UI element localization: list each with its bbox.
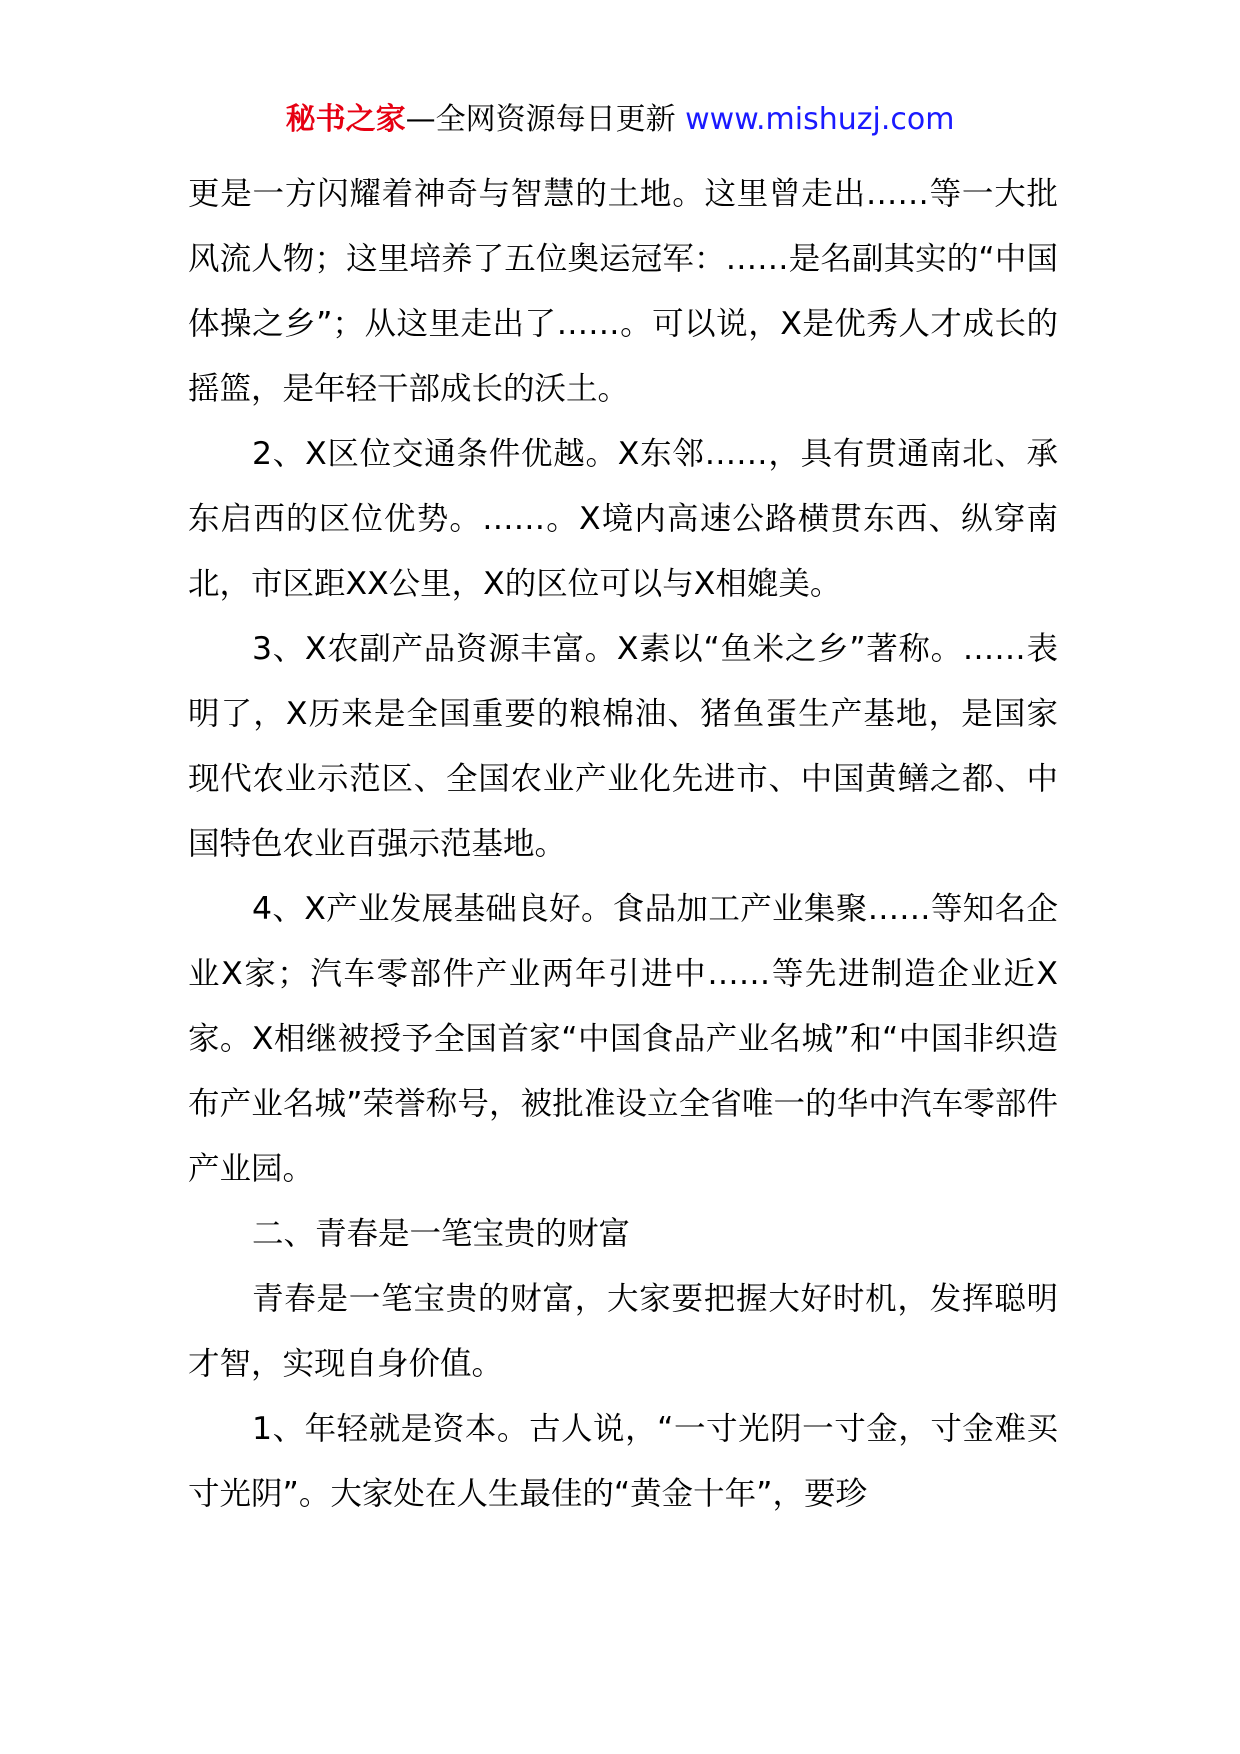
paragraph-item-3: 3、X农副产品资源丰富。X素以“鱼米之乡”著称。……表明了，X历来是全国重要的粮棉油、猪鱼蛋生产基地，是国家现代农业示范区、全国农业产业化先进市、中国黄鳝之都、中国特色农业百强示范基地。	[188, 631, 1058, 862]
paragraph-continuation: 更是一方闪耀着神奇与智慧的土地。这里曾走出……等一大批风流人物；这里培养了五位奥运冠军：……是名副其实的“中国体操之乡”；从这里走出了……。可以说，X是优秀人才成长的摇篮，是年轻干部成长的沃土。	[188, 176, 1058, 407]
paragraph-section-intro: 青春是一笔宝贵的财富，大家要把握大好时机，发挥聪明才智，实现自身价值。	[188, 1281, 1058, 1382]
site-url-link[interactable]: www.mishuzj.com	[685, 102, 955, 137]
paragraph-item-1: 1、年轻就是资本。古人说，“一寸光阴一寸金，寸金难买寸光阴”。大家处在人生最佳的“黄金十年”，要珍	[188, 1411, 1058, 1512]
paragraph-item-4: 4、X产业发展基础良好。食品加工产业集聚……等知名企业X家；汽车零部件产业两年引进中……等先进制造企业近X家。X相继被授予全国首家“中国食品产业名城”和“中国非织造布产业名城”荣誉称号，被批准设立全省唯一的华中汽车零部件产业园。	[188, 891, 1058, 1187]
site-header	[0, 100, 1240, 140]
site-tagline: —全网资源每日更新	[405, 102, 676, 137]
site-brand: 秘书之家	[285, 102, 406, 137]
paragraph-item-2: 2、X区位交通条件优越。X东邻……，具有贯通南北、承东启西的区位优势。……。X境内高速公路横贯东西、纵穿南北，市区距XX公里，X的区位可以与X相媲美。	[188, 436, 1058, 602]
section-heading: 二、青春是一笔宝贵的财富	[252, 1216, 631, 1252]
document-body	[188, 162, 1058, 1527]
